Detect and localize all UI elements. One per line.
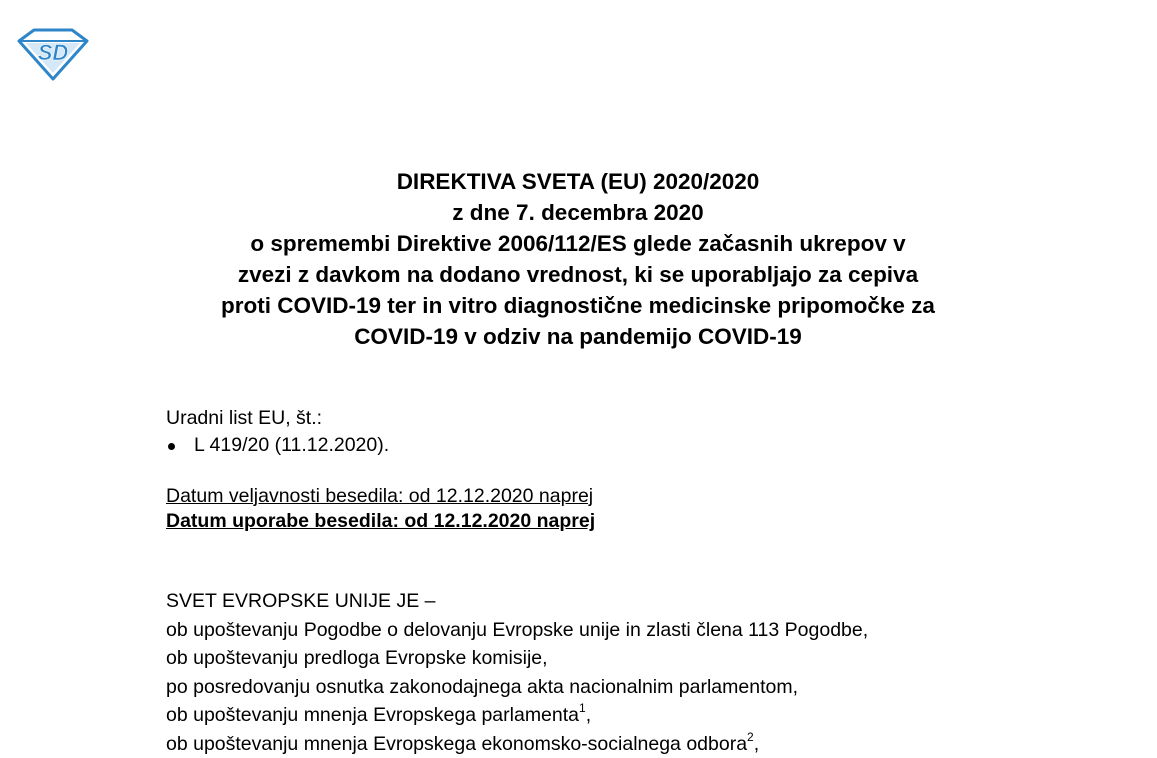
preamble-line-1 [166, 616, 868, 645]
logo [16, 27, 90, 81]
validity-date: Datum veljavnosti besedila: od 12.12.2020 naprej [166, 484, 595, 509]
preamble-line-2 [166, 644, 868, 673]
footnote-ref-1[interactable]: 1 [579, 701, 586, 715]
document-title [130, 166, 1026, 352]
title-line-3: o spremembi Direktive 2006/112/ES glede začasnih ukrepov v [130, 228, 1026, 259]
official-journal-label: Uradni list EU, št.: [166, 405, 389, 432]
official-journal [166, 405, 389, 459]
sd-logo-icon [16, 27, 90, 81]
preamble-line-3 [166, 673, 868, 702]
logo-text: SD [38, 40, 69, 65]
preamble-line-text: ob upoštevanju mnenja Evropskega parlamenta [166, 704, 579, 726]
preamble-line-text: po posredovanju osnutka zakonodajnega akta nacionalnim parlamentom, [166, 676, 798, 698]
official-journal-item [166, 432, 389, 459]
title-line-5: proti COVID-19 ter in vitro diagnostične medicinske pripomočke za [130, 290, 1026, 321]
footnote-ref-2[interactable]: 2 [747, 730, 754, 744]
preamble [166, 587, 868, 758]
bullet-icon [168, 443, 175, 450]
preamble-line-4 [166, 701, 868, 730]
preamble-line-text: ob upoštevanju predloga Evropske komisije, [166, 647, 548, 669]
preamble-line-5 [166, 730, 868, 758]
title-line-6: COVID-19 v odziv na pandemijo COVID-19 [130, 321, 1026, 352]
title-line-4: zvezi z davkom na dodano vrednost, ki se uporabljajo za cepiva [130, 259, 1026, 290]
preamble-line-text: ob upoštevanju mnenja Evropskega ekonomsko-socialnega odbora [166, 733, 747, 755]
preamble-line-punct: , [754, 733, 759, 755]
preamble-line-text: ob upoštevanju Pogodbe o delovanju Evropske unije in zlasti člena 113 Pogodbe, [166, 619, 868, 641]
dates-block [166, 484, 595, 534]
official-journal-item-text: L 419/20 (11.12.2020). [194, 434, 389, 456]
preamble-line-punct: , [586, 704, 591, 726]
application-date: Datum uporabe besedila: od 12.12.2020 naprej [166, 509, 595, 534]
title-line-1: DIREKTIVA SVETA (EU) 2020/2020 [130, 166, 1026, 197]
title-line-2: z dne 7. decembra 2020 [130, 197, 1026, 228]
preamble-heading: SVET EVROPSKE UNIJE JE – [166, 587, 868, 616]
